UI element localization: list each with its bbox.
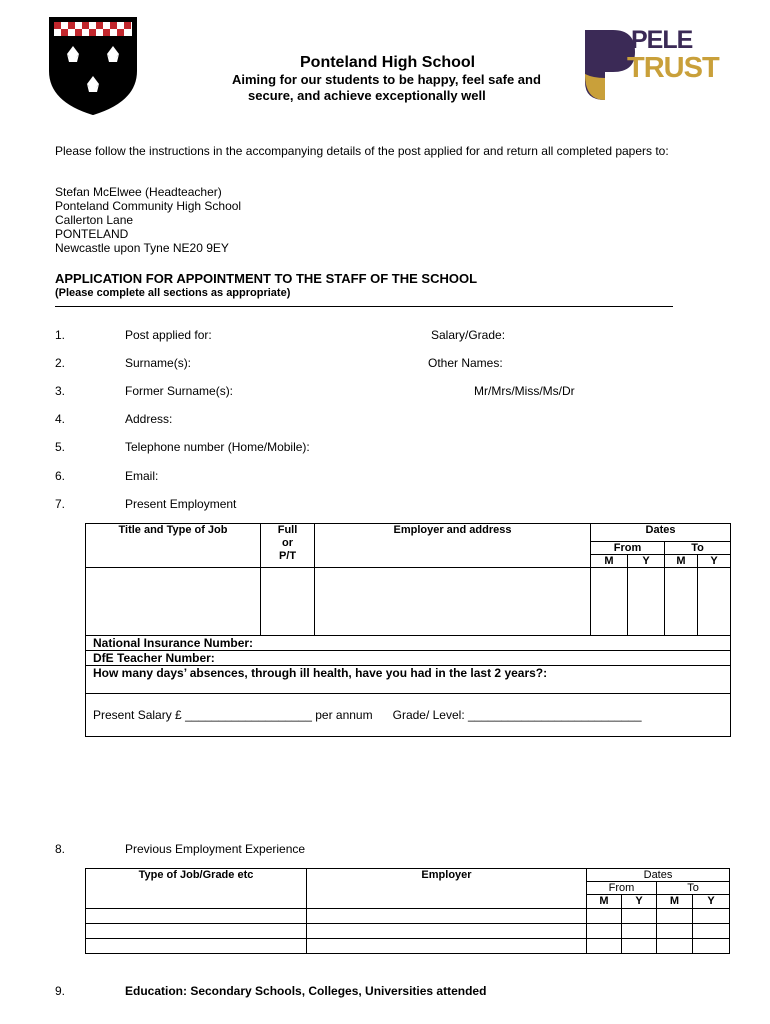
address-label[interactable]: Address: <box>125 412 173 426</box>
cell-from-m[interactable] <box>587 939 622 954</box>
col-title-type-job: Title and Type of Job <box>86 524 261 568</box>
field-number: 1. <box>55 328 66 342</box>
field-number: 7. <box>55 497 66 511</box>
cell-full-pt[interactable] <box>261 568 315 636</box>
cell-job-title[interactable] <box>86 568 261 636</box>
previous-employment-table <box>85 868 730 954</box>
title-divider <box>55 306 673 307</box>
col-from: From <box>587 882 657 895</box>
col-to: To <box>665 542 731 555</box>
present-salary-label: Present Salary £ <box>93 708 182 722</box>
table-row <box>86 939 730 954</box>
former-surname-label[interactable]: Former Surname(s): <box>125 384 234 398</box>
cell-from-m[interactable] <box>587 924 622 939</box>
school-crest-icon <box>48 16 138 116</box>
tagline-line1: Aiming for our students to be happy, feel safe and <box>232 72 541 87</box>
col-full-part-time <box>261 524 315 568</box>
per-annum-label: per annum <box>315 708 373 722</box>
logo-text-pele: PELE <box>631 26 693 54</box>
salary-row <box>86 694 731 737</box>
col-from-y: Y <box>622 895 657 909</box>
school-name: Ponteland High School <box>300 54 476 71</box>
cell-from-y[interactable] <box>628 568 665 636</box>
ni-number-label[interactable]: National Insurance Number: <box>86 636 731 651</box>
field-number: 5. <box>55 440 66 454</box>
col-to-y: Y <box>698 555 731 568</box>
cell-to-y[interactable] <box>693 939 730 954</box>
cell-to-y[interactable] <box>698 568 731 636</box>
col-to-m: M <box>657 895 693 909</box>
cell-from-y[interactable] <box>622 939 657 954</box>
col-to-m: M <box>665 555 698 568</box>
salary-blank[interactable]: ___________________ <box>185 708 312 722</box>
tagline-line2: secure, and achieve exceptionally well <box>248 88 486 103</box>
field-number: 8. <box>55 842 66 856</box>
field-number: 2. <box>55 356 66 370</box>
col-employer: Employer <box>307 869 587 909</box>
cell-employer[interactable] <box>307 924 587 939</box>
other-names-label[interactable]: Other Names: <box>428 356 503 370</box>
intro-text: Please follow the instructions in the accompanying details of the post applied for and return all completed papers to: <box>55 144 669 158</box>
field-number: 3. <box>55 384 66 398</box>
logo-text-trust: TRUST <box>627 52 719 84</box>
cell-job-type[interactable] <box>86 909 307 924</box>
col-from-y: Y <box>628 555 665 568</box>
present-employment-label: Present Employment <box>125 497 237 511</box>
col-to-y: Y <box>693 895 730 909</box>
cell-job-type[interactable] <box>86 924 307 939</box>
cell-from-m[interactable] <box>591 568 628 636</box>
col-from-m: M <box>587 895 622 909</box>
absence-question[interactable]: How many days’ absences, through ill health, have you had in the last 2 years?: <box>86 666 731 694</box>
cell-from-y[interactable] <box>622 909 657 924</box>
return-address <box>55 185 241 255</box>
address-line: Newcastle upon Tyne NE20 9EY <box>55 241 229 255</box>
col-to: To <box>657 882 730 895</box>
cell-to-y[interactable] <box>693 909 730 924</box>
grade-blank[interactable]: __________________________ <box>468 708 642 722</box>
title-options-label[interactable]: Mr/Mrs/Miss/Ms/Dr <box>474 384 575 398</box>
cell-employer[interactable] <box>307 939 587 954</box>
previous-employment-label: Previous Employment Experience <box>125 842 306 856</box>
field-number: 4. <box>55 412 66 426</box>
cell-from-m[interactable] <box>587 909 622 924</box>
field-number: 9. <box>55 984 66 998</box>
col-full-line: Full <box>277 524 298 536</box>
col-dates: Dates <box>591 524 731 542</box>
email-label[interactable]: Email: <box>125 469 159 483</box>
col-from: From <box>591 542 665 555</box>
cell-employer[interactable] <box>315 568 591 636</box>
col-type-of-job: Type of Job/Grade etc <box>86 869 307 909</box>
telephone-label[interactable]: Telephone number (Home/Mobile): <box>125 440 310 454</box>
present-employment-table <box>85 523 731 737</box>
salary-grade-label[interactable]: Salary/Grade: <box>431 328 506 342</box>
table-row <box>86 924 730 939</box>
post-applied-label[interactable]: Post applied for: <box>125 328 212 342</box>
col-from-m: M <box>591 555 628 568</box>
cell-from-y[interactable] <box>622 924 657 939</box>
col-dates: Dates <box>587 869 730 882</box>
education-label: Education: Secondary Schools, Colleges, Universities attended <box>125 984 487 998</box>
application-title: APPLICATION FOR APPOINTMENT TO THE STAFF OF THE SCHOOL <box>55 271 478 286</box>
cell-employer[interactable] <box>307 909 587 924</box>
col-full-line: P/T <box>278 550 297 562</box>
cell-to-m[interactable] <box>657 939 693 954</box>
surname-label[interactable]: Surname(s): <box>125 356 192 370</box>
col-full-line: or <box>282 537 293 549</box>
application-subtitle: (Please complete all sections as appropriate) <box>55 287 291 299</box>
dfe-number-label[interactable]: DfE Teacher Number: <box>86 651 731 666</box>
grade-level-label: Grade/ Level: <box>392 708 465 722</box>
cell-to-m[interactable] <box>657 909 693 924</box>
table-row <box>86 909 730 924</box>
address-line: Callerton Lane <box>55 213 134 227</box>
col-employer-address: Employer and address <box>315 524 591 568</box>
address-line: Stefan McElwee (Headteacher) <box>55 185 222 199</box>
cell-to-m[interactable] <box>657 924 693 939</box>
address-line: PONTELAND <box>55 227 129 241</box>
cell-to-y[interactable] <box>693 924 730 939</box>
cell-to-m[interactable] <box>665 568 698 636</box>
field-number: 6. <box>55 469 66 483</box>
address-line: Ponteland Community High School <box>55 199 242 213</box>
cell-job-type[interactable] <box>86 939 307 954</box>
pele-trust-logo <box>583 26 723 104</box>
